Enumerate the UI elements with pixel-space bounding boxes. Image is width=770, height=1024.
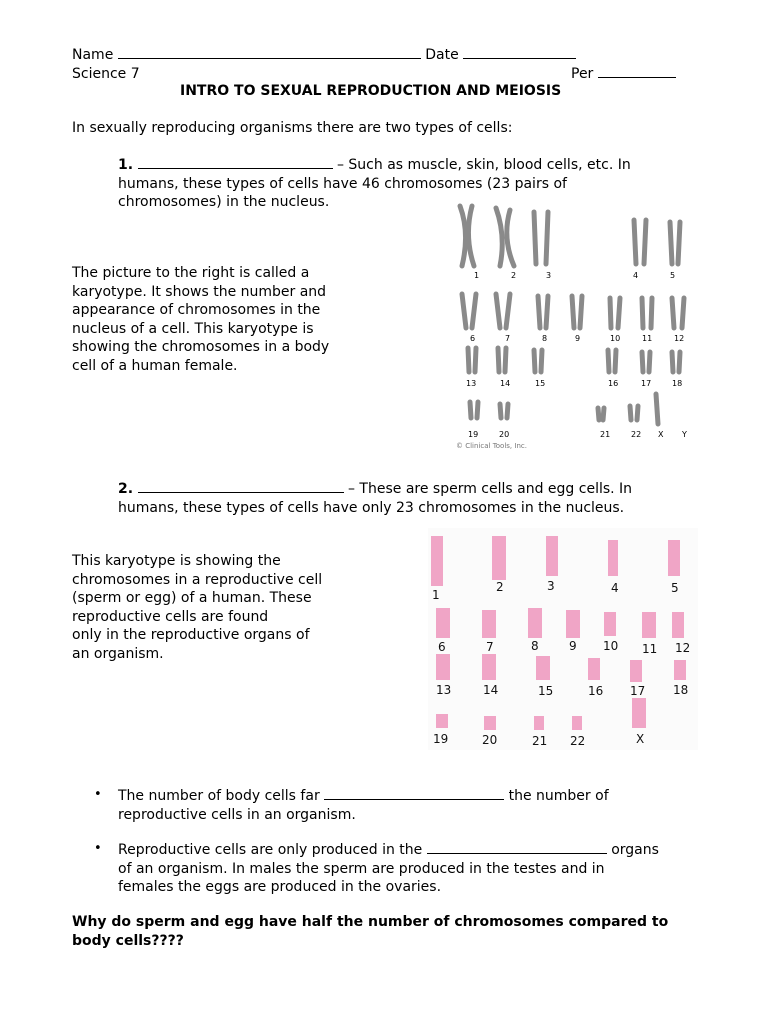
date-field[interactable] xyxy=(463,57,576,59)
chromosome-label: 1 xyxy=(474,271,480,280)
chromosome-label: 8 xyxy=(542,334,548,343)
bullet-dot: • xyxy=(94,787,102,802)
item-1-blank[interactable] xyxy=(138,167,333,169)
chromosome-label: 15 xyxy=(535,379,546,388)
desc-line: an organism. xyxy=(72,645,164,662)
chromosome-label: 19 xyxy=(433,732,449,746)
chromosome-label: 7 xyxy=(486,640,494,654)
desc-line: (sperm or egg) of a human. These xyxy=(72,590,312,606)
desc-line: showing the chromosomes in a body xyxy=(72,339,330,355)
chromosome-label: 1 xyxy=(432,588,440,602)
chromosome-label: 22 xyxy=(570,734,586,748)
item-1-number: 1. xyxy=(118,157,134,173)
per-field[interactable] xyxy=(598,76,676,78)
chromosome-label: 11 xyxy=(642,642,658,656)
female-karyotype-image xyxy=(448,198,698,453)
chromosome-label: Y xyxy=(682,430,687,439)
chromosome-block xyxy=(642,612,656,638)
desc-line: karyotype. It shows the number and xyxy=(72,283,327,300)
chromosome-block xyxy=(436,654,450,680)
bullet-dot: • xyxy=(94,841,102,856)
karyotype-1-description xyxy=(72,264,362,375)
chromosome-block xyxy=(668,540,680,576)
chromosome-label: 21 xyxy=(532,734,548,748)
chromosome-label: 4 xyxy=(611,581,619,595)
item-1-text-line3: chromosomes) in the nucleus. xyxy=(118,194,330,210)
question-line2: body cells???? xyxy=(72,932,184,949)
chromosome-label: 20 xyxy=(499,430,510,439)
chromosome-block xyxy=(674,660,686,680)
chromosome-label: 19 xyxy=(468,430,479,439)
chromosome-label: 2 xyxy=(496,580,504,594)
bullet-2-text-end: organs xyxy=(611,842,659,858)
chromosome-block xyxy=(566,610,580,638)
chromosome-label: 11 xyxy=(642,334,653,343)
desc-line: reproductive cells are found xyxy=(72,608,269,625)
chromosome-label: 7 xyxy=(505,334,511,343)
chromosome-block xyxy=(536,656,550,680)
question-line1: Why do sperm and egg have half the number of chromosomes compared to xyxy=(72,914,669,930)
item-2-number: 2. xyxy=(118,481,134,497)
karyotype-2-description xyxy=(72,552,362,663)
chromosome-label: 17 xyxy=(630,684,646,698)
chromosome-block xyxy=(572,716,582,730)
date-label: Date xyxy=(425,47,459,63)
class-label: Science 7 xyxy=(72,66,140,82)
chromosome-label: 14 xyxy=(483,683,499,697)
chromosome-label: X xyxy=(636,732,645,746)
name-label: Name xyxy=(72,47,114,63)
chromosome-label: 5 xyxy=(671,581,679,595)
bullet-1-text-end: the number of xyxy=(508,788,609,804)
chromosome-label: 8 xyxy=(531,639,539,653)
chromosome-block xyxy=(431,536,443,586)
chromosome-label: 10 xyxy=(603,639,619,653)
question xyxy=(72,913,752,950)
chromosome-block xyxy=(630,660,642,682)
chromosome-label: 6 xyxy=(438,640,446,654)
chromosome-label: 20 xyxy=(482,733,498,747)
page-title: INTRO TO SEXUAL REPRODUCTION AND MEIOSIS xyxy=(180,83,562,99)
chromosome-block xyxy=(534,716,544,730)
bullet-2-blank[interactable] xyxy=(427,852,607,854)
chromosome-block xyxy=(492,536,506,580)
bullet-2-line3: females the eggs are produced in the ovaries. xyxy=(118,879,442,895)
chromosome-label: 6 xyxy=(470,334,476,343)
item-1-text-line2: humans, these types of cells have 46 chromosomes (23 pairs of xyxy=(118,175,567,192)
chromosome-label: 16 xyxy=(608,379,619,388)
item-2 xyxy=(118,480,698,517)
desc-line: nucleus of a cell. This karyotype is xyxy=(72,320,314,337)
chromosome-label: 3 xyxy=(547,579,555,593)
chromosome-label: X xyxy=(658,430,664,439)
desc-line: chromosomes in a reproductive cell xyxy=(72,571,323,588)
chromosome-label: 9 xyxy=(569,639,577,653)
chromosome-block xyxy=(546,536,558,576)
chromosome-label: 2 xyxy=(511,271,517,280)
chromosome-label: 4 xyxy=(633,271,639,280)
chromosome-block xyxy=(588,658,600,680)
chromosome-label: 13 xyxy=(436,683,452,697)
haploid-karyotype-image xyxy=(428,528,698,750)
desc-line: This karyotype is showing the xyxy=(72,553,281,569)
item-2-text: – These are sperm cells and egg cells. In xyxy=(347,481,633,497)
chromosome-label: 15 xyxy=(538,684,554,698)
chromosome-block xyxy=(482,610,496,638)
bullet-2 xyxy=(118,841,708,897)
item-2-text-line2: humans, these types of cells have only 23 chromosomes in the nucleus. xyxy=(118,499,625,516)
chromosome-block xyxy=(436,714,448,728)
desc-line: cell of a human female. xyxy=(72,357,238,374)
chromosome-label: 12 xyxy=(674,334,685,343)
bullet-1-blank[interactable] xyxy=(324,798,504,800)
chromosome-label: 13 xyxy=(466,379,477,388)
name-field[interactable] xyxy=(118,57,421,59)
image-credit: © Clinical Tools, Inc. xyxy=(456,442,527,450)
chromosome-label: 17 xyxy=(641,379,652,388)
chromosome-label: 16 xyxy=(588,684,604,698)
chromosome-label: 10 xyxy=(610,334,621,343)
chromosome-label: 3 xyxy=(546,271,552,280)
desc-line: only in the reproductive organs of xyxy=(72,627,310,643)
chromosome-block xyxy=(528,608,542,638)
per-label: Per xyxy=(571,66,594,82)
chromosome-block xyxy=(604,612,616,636)
desc-line: The picture to the right is called a xyxy=(72,265,310,281)
bullet-2-text: Reproductive cells are only produced in the xyxy=(118,842,423,858)
item-2-blank[interactable] xyxy=(138,491,344,493)
chromosome-label: 12 xyxy=(675,641,691,655)
chromosome-label: 5 xyxy=(670,271,676,280)
chromosome-block xyxy=(436,608,450,638)
bullet-1 xyxy=(118,787,688,824)
chromosome-label: 21 xyxy=(600,430,611,439)
chromosome-label: 9 xyxy=(575,334,581,343)
per-line xyxy=(571,66,676,82)
chromosome-block xyxy=(672,612,684,638)
chromosome-label: 18 xyxy=(672,379,683,388)
karyotype-chromosomes-drawing xyxy=(448,198,698,453)
chromosome-block xyxy=(482,654,496,680)
intro-text: In sexually reproducing organisms there are two types of cells: xyxy=(72,120,513,136)
chromosome-block xyxy=(484,716,496,730)
bullet-2-line2: of an organism. In males the sperm are produced in the testes and in xyxy=(118,860,605,877)
chromosome-block xyxy=(608,540,618,576)
chromosome-block xyxy=(632,698,646,728)
chromosome-label: 18 xyxy=(673,683,689,697)
bullet-1-text: The number of body cells far xyxy=(118,788,320,804)
item-1-text: – Such as muscle, skin, blood cells, etc. In xyxy=(336,157,631,173)
chromosome-label: 22 xyxy=(631,430,642,439)
bullet-1-line2: reproductive cells in an organism. xyxy=(118,806,356,823)
name-line xyxy=(72,47,576,63)
desc-line: appearance of chromosomes in the xyxy=(72,302,321,318)
chromosome-label: 14 xyxy=(500,379,511,388)
